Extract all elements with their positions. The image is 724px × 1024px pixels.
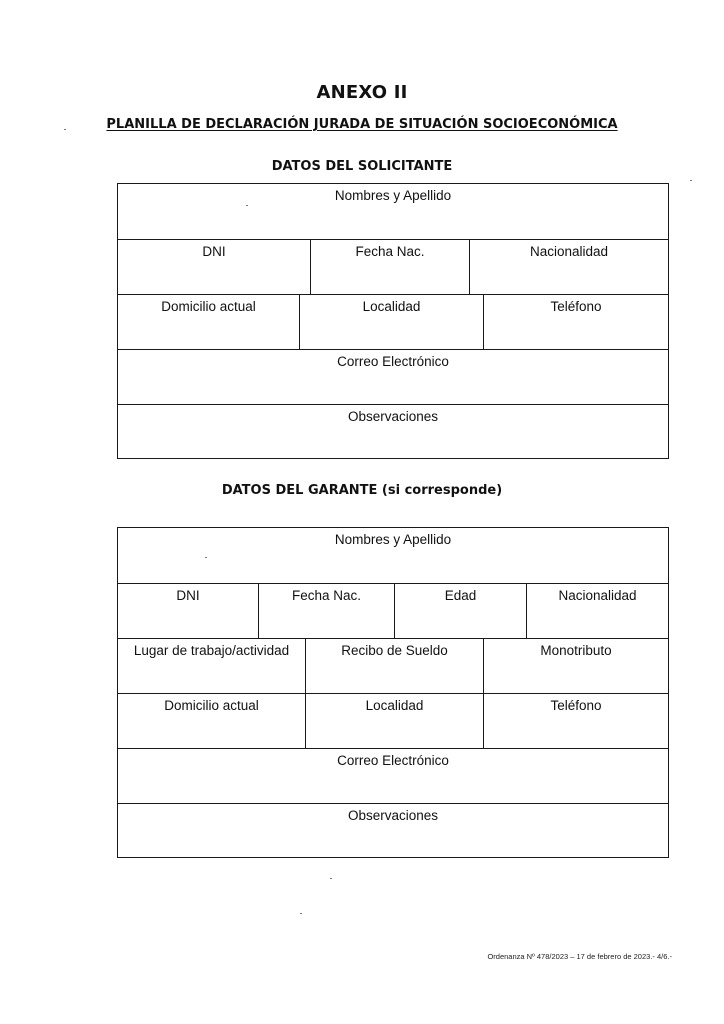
garante-correo-label: Correo Electrónico — [337, 753, 449, 768]
garante-telefono-field[interactable] — [484, 694, 668, 748]
annex-title: ANEXO II — [316, 82, 408, 103]
garante-nacionalidad-label: Nacionalidad — [558, 588, 637, 603]
solicitante-localidad-label: Localidad — [362, 299, 421, 314]
garante-recibo-sueldo-label: Recibo de Sueldo — [341, 643, 448, 658]
garante-correo-field[interactable] — [118, 749, 668, 803]
scan-speck — [246, 205, 248, 206]
garante-nombres-label: Nombres y Apellido — [334, 532, 452, 547]
solicitante-domicilio-label: Domicilio actual — [161, 299, 256, 314]
garante-nombres-field[interactable] — [118, 528, 668, 583]
garante-monotributo-field[interactable] — [484, 639, 668, 693]
garante-edad-field[interactable] — [395, 584, 527, 638]
garante-observaciones-label: Observaciones — [347, 808, 439, 823]
garante-dni-label: DNI — [176, 588, 200, 603]
scan-speck — [690, 180, 692, 181]
garante-nacionalidad-field[interactable] — [527, 584, 668, 638]
solicitante-dni-label: DNI — [202, 244, 226, 259]
garante-form-table — [117, 527, 669, 858]
garante-edad-label: Edad — [444, 588, 477, 603]
garante-recibo-sueldo-field[interactable] — [306, 639, 484, 693]
solicitante-row-correo — [118, 350, 668, 405]
garante-row-observaciones — [118, 804, 668, 856]
solicitante-nacionalidad-field[interactable] — [470, 240, 668, 294]
garante-row-identidad — [118, 584, 668, 639]
solicitante-row-observaciones — [118, 405, 668, 457]
garante-domicilio-label: Domicilio actual — [164, 698, 259, 713]
garante-row-nombres — [118, 528, 668, 584]
solicitante-correo-label: Correo Electrónico — [337, 354, 449, 369]
garante-row-trabajo — [118, 639, 668, 694]
solicitante-observaciones-field[interactable] — [118, 405, 668, 457]
solicitante-domicilio-field[interactable] — [118, 295, 300, 349]
scan-speck — [205, 557, 207, 558]
solicitante-correo-field[interactable] — [118, 350, 668, 404]
solicitante-telefono-field[interactable] — [484, 295, 668, 349]
garante-localidad-field[interactable] — [306, 694, 484, 748]
solicitante-localidad-field[interactable] — [300, 295, 484, 349]
scan-speck — [330, 878, 332, 879]
solicitante-nacionalidad-label: Nacionalidad — [529, 244, 609, 259]
solicitante-telefono-label: Teléfono — [550, 299, 602, 314]
form-main-title: PLANILLA DE DECLARACIÓN JURADA DE SITUACIÓN SOCIOECONÓMICA — [106, 117, 618, 132]
garante-domicilio-field[interactable] — [118, 694, 306, 748]
garante-telefono-label: Teléfono — [550, 698, 602, 713]
scan-speck — [64, 129, 66, 130]
solicitante-form-table — [117, 183, 669, 459]
solicitante-fecha-nac-label: Fecha Nac. — [355, 244, 425, 259]
garante-dni-field[interactable] — [118, 584, 259, 638]
solicitante-row-nombres — [118, 184, 668, 240]
garante-row-correo — [118, 749, 668, 804]
scan-speck — [300, 913, 302, 914]
solicitante-row-identidad — [118, 240, 668, 295]
solicitante-section-title: DATOS DEL SOLICITANTE — [271, 159, 453, 174]
garante-observaciones-field[interactable] — [118, 804, 668, 856]
garante-row-domicilio — [118, 694, 668, 749]
garante-monotributo-label: Monotributo — [540, 643, 612, 658]
garante-fecha-nac-field[interactable] — [259, 584, 395, 638]
garante-lugar-trabajo-field[interactable] — [118, 639, 306, 693]
solicitante-nombres-field[interactable] — [118, 184, 668, 239]
garante-localidad-label: Localidad — [365, 698, 424, 713]
garante-section-title: DATOS DEL GARANTE (si corresponde) — [221, 483, 503, 498]
garante-fecha-nac-label: Fecha Nac. — [291, 588, 362, 603]
solicitante-dni-field[interactable] — [118, 240, 311, 294]
solicitante-row-domicilio — [118, 295, 668, 350]
garante-lugar-trabajo-label: Lugar de trabajo/actividad — [133, 643, 290, 658]
solicitante-fecha-nac-field[interactable] — [311, 240, 470, 294]
solicitante-nombres-label: Nombres y Apellido — [334, 188, 452, 203]
solicitante-observaciones-label: Observaciones — [347, 409, 439, 424]
page-footer: Ordenanza Nº 478/2023 – 17 de febrero de 2023.- 4/6.- — [487, 952, 672, 961]
